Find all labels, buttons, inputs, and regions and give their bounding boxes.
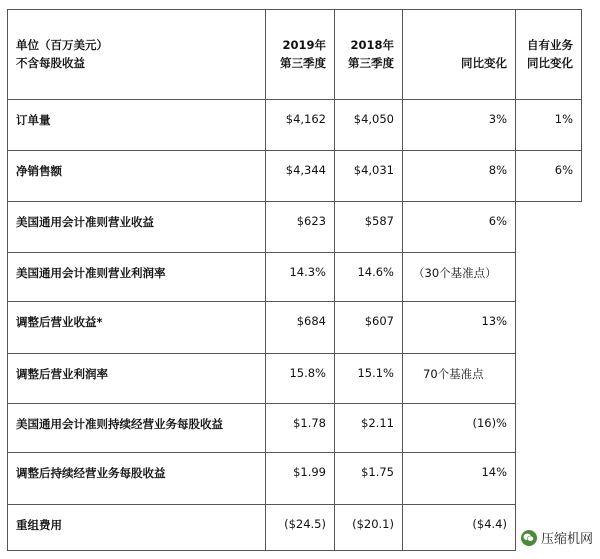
row-yoy: ($4.4) [403,505,516,551]
row-yoy: 14% [403,453,516,505]
row-q3-2019: $1.78 [266,404,335,453]
row-q3-2018: 15.1% [335,354,403,404]
table-row [8,202,582,253]
row-label: 调整后营业收益* [8,302,266,354]
header-q3-2019-year: 2019年 [282,38,326,52]
table-row [8,453,582,505]
wechat-icon [521,530,537,546]
row-label: 美国通用会计准则营业收益 [8,202,266,253]
header-organic [516,10,582,100]
row-q3-2019: $4,344 [266,151,335,202]
row-q3-2019: $684 [266,302,335,354]
header-q3-2018-year: 2018年 [350,38,394,52]
row-q3-2019: $623 [266,202,335,253]
row-q3-2018: $2.11 [335,404,403,453]
header-organic-line1: 自有业务 [527,38,573,52]
row-q3-2018: $607 [335,302,403,354]
header-unit-line1: 单位（百万美元） [16,38,108,52]
header-q3-2019-quarter: 第三季度 [280,56,326,70]
table-row [8,354,582,404]
row-q3-2019: ($24.5) [266,505,335,551]
table-header-row [8,10,582,100]
row-yoy: 6% [403,202,516,253]
header-q3-2018 [335,10,403,100]
header-q3-2018-quarter: 第三季度 [348,56,394,70]
table-row [8,253,582,302]
row-q3-2019: $4,162 [266,100,335,151]
row-q3-2018: $587 [335,202,403,253]
row-label: 美国通用会计准则持续经营业务每股收益 [8,404,266,453]
table-row [8,302,582,354]
row-q3-2018: $4,050 [335,100,403,151]
row-label: 美国通用会计准则营业利润率 [8,253,266,302]
row-q3-2019: $1.99 [266,453,335,505]
table-row [8,151,582,202]
row-yoy: 13% [403,302,516,354]
row-yoy: 3% [403,100,516,151]
header-unit [8,10,266,100]
empty-cell [516,202,582,551]
row-yoy: 8% [403,151,516,202]
row-q3-2018: $4,031 [335,151,403,202]
row-q3-2019: 14.3% [266,253,335,302]
row-label: 订单量 [8,100,266,151]
row-q3-2018: 14.6% [335,253,403,302]
row-yoy: 70个基准点 [403,354,516,404]
header-q3-2019 [266,10,335,100]
row-organic: 1% [516,100,582,151]
row-yoy: (16)% [403,404,516,453]
row-organic: 6% [516,151,582,202]
row-q3-2018: $1.75 [335,453,403,505]
row-label: 净销售额 [8,151,266,202]
table-row [8,404,582,453]
row-q3-2018: ($20.1) [335,505,403,551]
row-label: 重组费用 [8,505,266,551]
row-label: 调整后营业利润率 [8,354,266,404]
table-row [8,100,582,151]
header-yoy-label: 同比变化 [461,56,507,70]
financial-table [7,9,582,551]
watermark-text: 压缩机网 [540,532,593,547]
header-organic-line2: 同比变化 [527,56,573,70]
table-row [8,505,582,551]
watermark [521,528,593,547]
header-yoy [403,10,516,100]
row-label: 调整后持续经营业务每股收益 [8,453,266,505]
row-yoy: （30个基准点） [403,253,516,302]
row-q3-2019: 15.8% [266,354,335,404]
header-unit-line2: 不含每股收益 [16,56,85,70]
